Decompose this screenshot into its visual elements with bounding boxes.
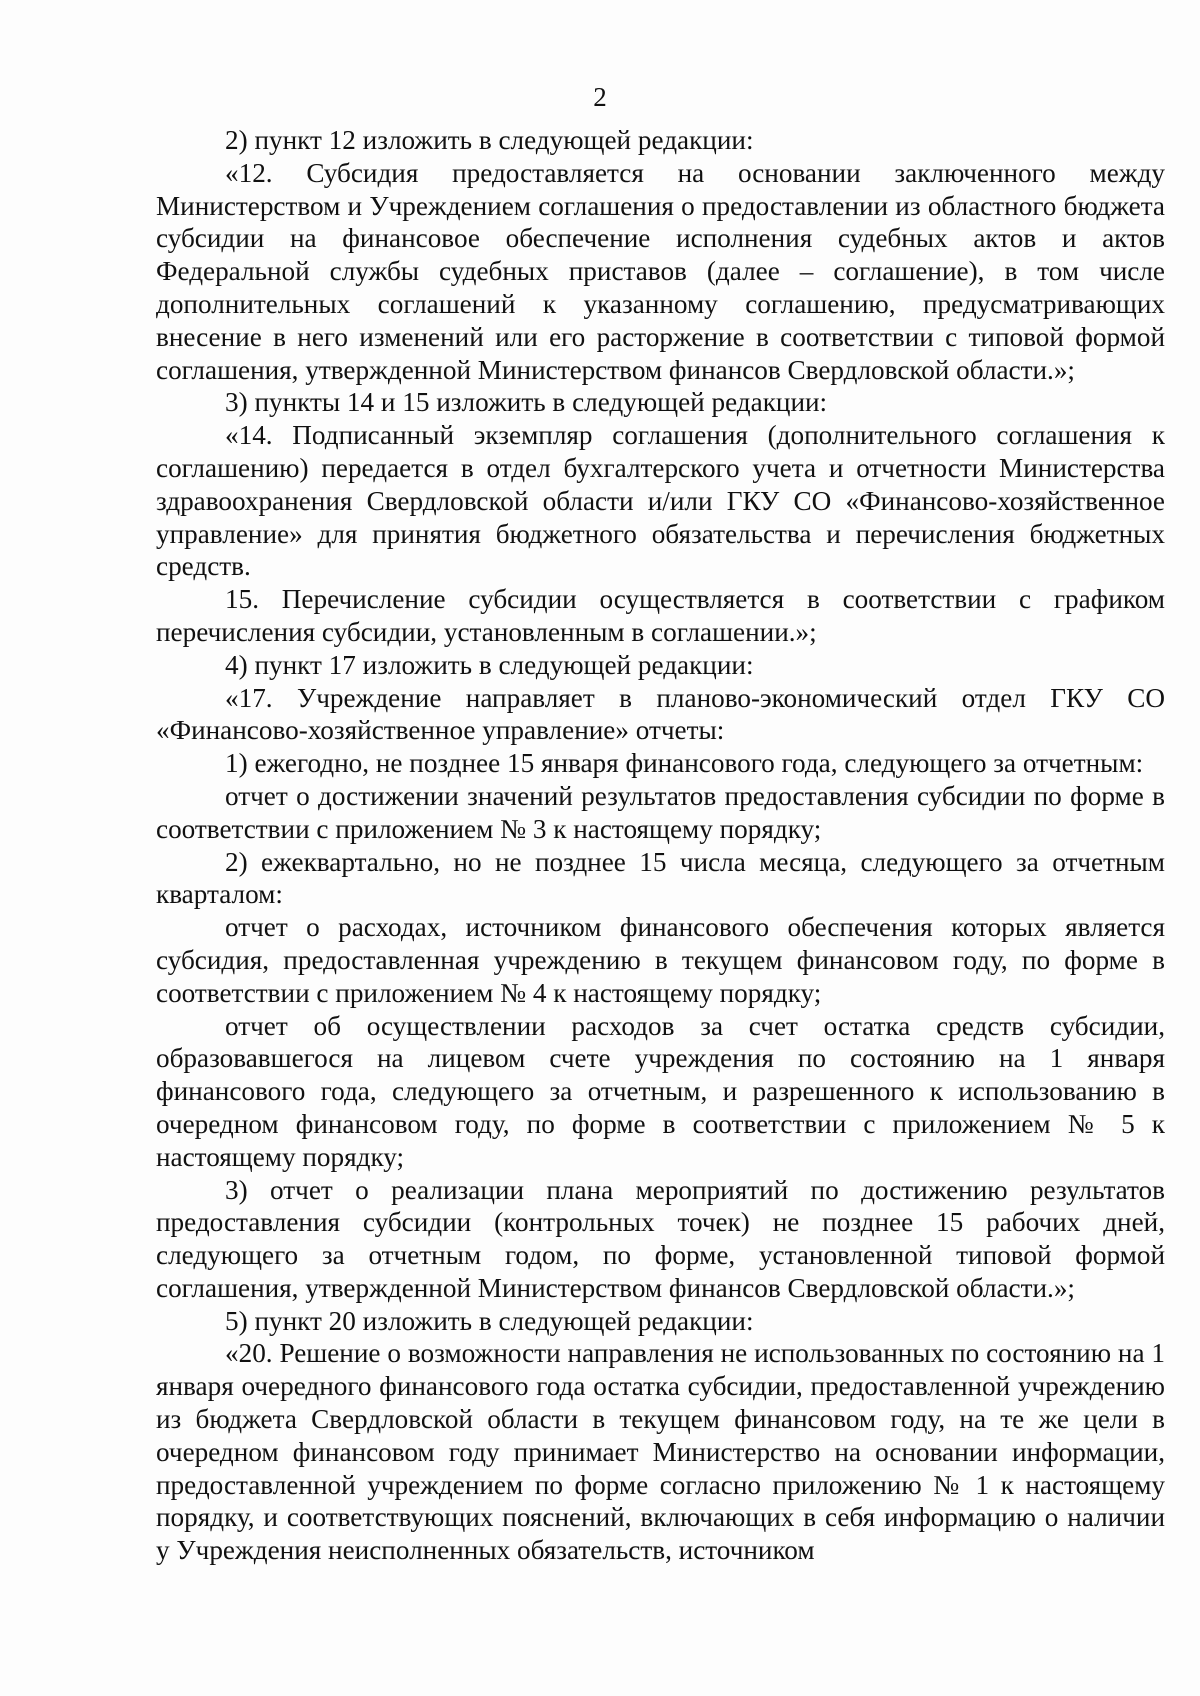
paragraph-remainder-report: отчет об осуществлении расходов за счет остатка средств субсидии, образовавшегося на лицевом счете учреждения по состоянию на 1 января финансового года, следующего за отчетным, и разрешенного к использованию в очередном финансовом году, по форме в соответствии с приложением № 5 к настоящему порядку; (156, 1010, 1165, 1172)
paragraph-expenses-report: отчет о расходах, источником финансового обеспечения которых является субсидия, предоставленная учреждению в текущем финансовом году, по форме в соответствии с приложением № 4 к настоящему порядку; (156, 912, 1165, 1008)
paragraph-item-12-heading: 2) пункт 12 изложить в следующей редакции: (225, 125, 754, 155)
paragraph-items-14-15-heading: 3) пункты 14 и 15 изложить в следующей редакции: (225, 387, 828, 418)
paragraph-item-20-text: «20. Решение о возможности направления не использованных по состоянию на 1 января очередного финансового года остатка субсидии, предоставленной учреждению из бюджета Свердловской области в текущем финансовом году, на те же цели в очередном финансовом году принимает Министерство на основании информации, предоставленной учреждением по форме согласно приложению № 1 к настоящему порядку, и соответствующих пояснений, включающих в себя информацию о наличии у Учреждения неисполненных обязательств, источником (156, 1338, 1165, 1566)
paragraph-item-15-text: 15. Перечисление субсидии осуществляется в соответствии с графиком перечисления субсидии, установленным в соглашении.»; (156, 584, 1165, 647)
paragraph-annual-report: 1) ежегодно, не позднее 15 января финансового года, следующего за отчетным: (225, 748, 1144, 779)
document-body (156, 124, 1165, 1567)
paragraph-control-points-report: 3) отчет о реализации плана мероприятий по достижению результатов предоставления субсидии (контрольных точек) не позднее 15 рабочих дней, следующего за отчетным годом, по форме, установленной типовой формой соглашения, утвержденной Министерством финансов Свердловской области.»; (156, 1174, 1165, 1303)
paragraph-item-17-heading: 4) пункт 17 изложить в следующей редакции: (225, 649, 754, 680)
paragraph-results-report: отчет о достижении значений результатов предоставления субсидии по форме в соответствии с приложением № 3 к настоящему порядку; (156, 780, 1165, 844)
paragraph-item-17-text: «17. Учреждение направляет в планово-экономический отдел ГКУ СО «Финансово-хозяйственное управление» отчеты: (156, 682, 1165, 746)
paragraph-quarterly-report: 2) ежеквартально, но не позднее 15 числа месяца, следующего за отчетным кварталом: (156, 846, 1165, 910)
paragraph-item-12-text: «12. Субсидия предоставляется на основании заключенного между Министерством и Учреждением соглашения о предоставлении из областного бюджета субсидии на финансовое обеспечение исполнения судебных актов и актов Федеральной службы судебных приставов (далее – соглашение), в том числе дополнительных соглашений к указанному соглашению, предусматривающих внесение в него изменений или его расторжение в соответствии с типовой формой соглашения, утвержденной Министерством финансов Свердловской области.»; (156, 157, 1165, 385)
page-number: 2 (593, 82, 607, 112)
paragraph-item-14-text: «14. Подписанный экземпляр соглашения (дополнительного соглашения к соглашению) передается в отдел бухгалтерского учета и отчетности Министерства здравоохранения Свердловской области и/или ГКУ СО «Финансово-хозяйственное управление» для принятия бюджетного обязательства и перечисления бюджетных средств. (156, 420, 1165, 582)
paragraph-item-20-heading: 5) пункт 20 изложить в следующей редакции: (225, 1305, 754, 1336)
